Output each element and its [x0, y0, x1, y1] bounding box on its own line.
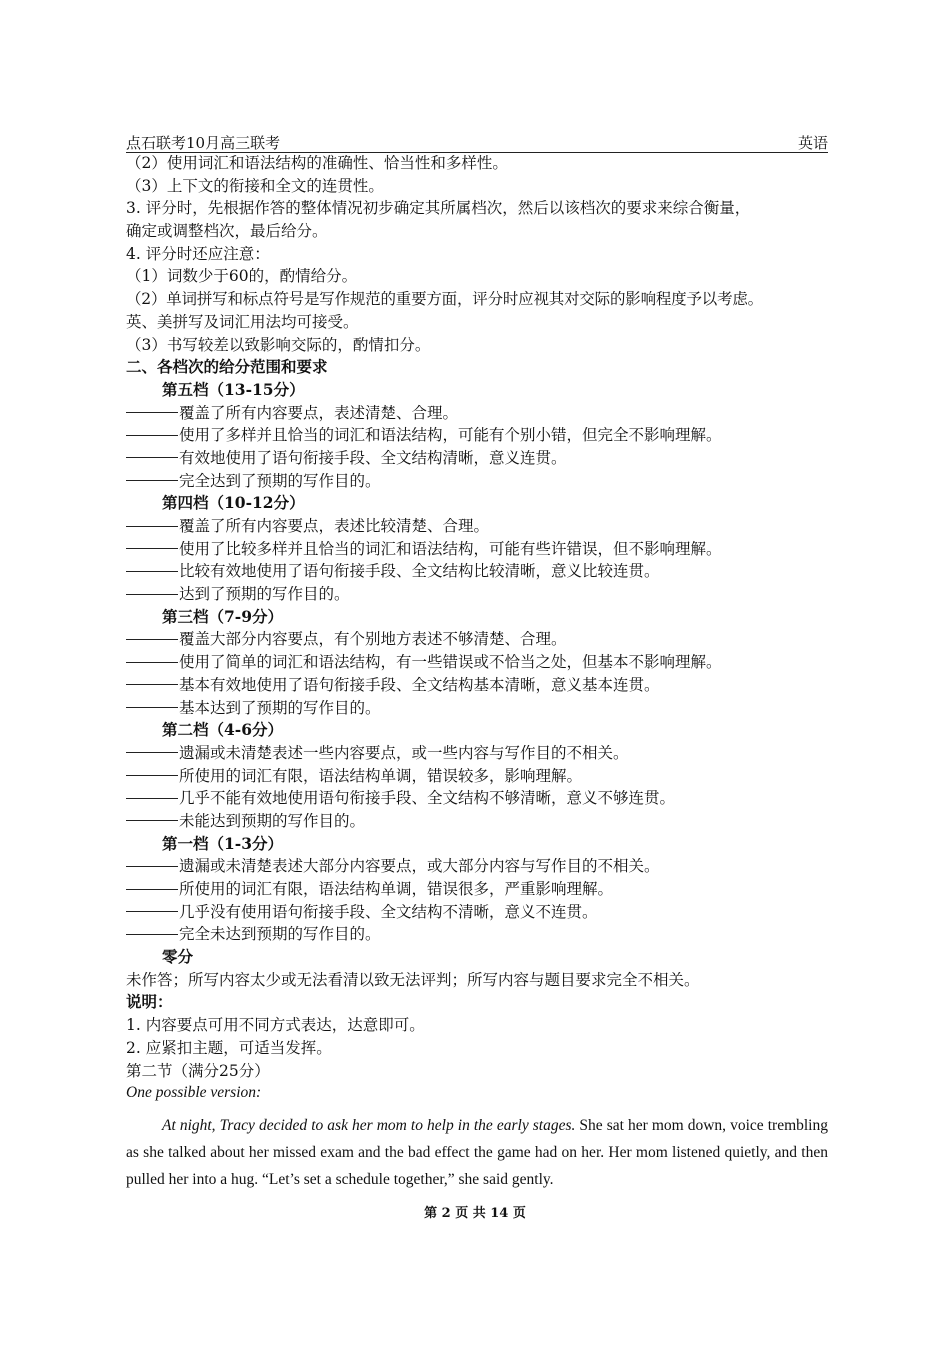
sample-essay	[126, 1112, 828, 1193]
essay-opening-sentence: At night, Tracy decided to ask her mom to help in the early stages.	[162, 1117, 576, 1134]
level-item: 几乎没有使用语句衔接手段、全文结构不清晰，意义不连贯。	[126, 901, 836, 924]
page-footer: 第 2 页 共 14 页	[424, 1206, 526, 1221]
guide-line: （3）上下文的衔接和全文的连贯性。	[126, 176, 384, 195]
dash-mark	[126, 571, 178, 572]
zero-title: 零分	[162, 947, 194, 967]
guide-line: （2）使用词汇和语法结构的准确性、恰当性和多样性。	[126, 154, 508, 172]
level-item: 基本有效地使用了语句衔接手段、全文结构基本清晰，意义基本连贯。	[126, 674, 836, 697]
level-item: 比较有效地使用了语句衔接手段、全文结构比较清晰，意义比较连贯。	[126, 560, 836, 583]
level-item: 所使用的词汇有限，语法结构单调，错误较多，影响理解。	[126, 765, 836, 788]
dash-mark	[126, 526, 178, 527]
dash-mark	[126, 775, 178, 776]
dash-mark	[126, 934, 178, 935]
dash-mark	[126, 594, 178, 595]
dash-mark	[126, 639, 178, 640]
dash-mark	[126, 707, 178, 708]
level-item: 完全未达到预期的写作目的。	[126, 923, 836, 946]
dash-mark	[126, 866, 178, 867]
guide-line: （1）词数少于60的，酌情给分。	[126, 267, 358, 286]
section-heading: 二、各档次的给分范围和要求	[126, 357, 328, 377]
guide-line: 确定或调整档次，最后给分。	[126, 222, 328, 241]
note-item: 2. 应紧扣主题，可适当发挥。	[126, 1038, 332, 1057]
level-item: 未能达到预期的写作目的。	[126, 810, 836, 833]
level-item: 遗漏或未清楚表述大部分内容要点，或大部分内容与写作目的不相关。	[126, 855, 836, 878]
level-item: 使用了简单的词汇和语法结构，有一些错误或不恰当之处，但基本不影响理解。	[126, 651, 836, 674]
level-item: 所使用的词汇有限，语法结构单调，错误很多，严重影响理解。	[126, 878, 836, 901]
dash-mark	[126, 662, 178, 663]
level-title: 第一档（1-3分）	[162, 833, 284, 853]
dash-mark	[126, 911, 178, 912]
page-header	[126, 132, 828, 153]
level-item: 遗漏或未清楚表述一些内容要点，或一些内容与写作目的不相关。	[126, 742, 836, 765]
level-item: 基本达到了预期的写作目的。	[126, 697, 836, 720]
level-title: 第三档（7-9分）	[162, 606, 284, 626]
scoring-guide	[126, 152, 836, 1105]
guide-line: 4. 评分时还应注意：	[126, 244, 270, 263]
dash-mark	[126, 798, 178, 799]
level-item: 有效地使用了语句衔接手段、全文结构清晰，意义连贯。	[126, 447, 836, 470]
note-item: 1. 内容要点可用不同方式表达，达意即可。	[126, 1016, 425, 1035]
level-title: 第二档（4-6分）	[162, 720, 284, 740]
essay-body-text: She sat her mom down, voice trembling as she talked about her missed exam and the bad effect the game had on her. Her mom listened quietly, and then pulled her into a hug. “Let’s set a schedule together,” she said gently.	[126, 1117, 828, 1188]
guide-line: （2）单词拼写和标点符号是写作规范的重要方面，评分时应视其对交际的影响程度予以考虑。	[126, 290, 763, 309]
dash-mark	[126, 752, 178, 753]
level-item: 几乎不能有效地使用语句衔接手段、全文结构不够清晰，意义不够连贯。	[126, 787, 836, 810]
zero-text: 未作答；所写内容太少或无法看清以致无法评判；所写内容与题目要求完全不相关。	[126, 970, 700, 989]
dash-mark	[126, 412, 178, 413]
level-item: 达到了预期的写作目的。	[126, 583, 836, 606]
guide-line: （3）书写较差以致影响交际的，酌情扣分。	[126, 335, 431, 354]
dash-mark	[126, 820, 178, 821]
level-item: 使用了多样并且恰当的词汇和语法结构，可能有个别小错，但完全不影响理解。	[126, 424, 836, 447]
level-title: 第五档（13-15分）	[162, 379, 305, 399]
level-item: 完全达到了预期的写作目的。	[126, 470, 836, 493]
guide-line: 3. 评分时，先根据作答的整体情况初步确定其所属档次，然后以该档次的要求来综合衡量，	[126, 199, 751, 218]
level-item: 覆盖了所有内容要点，表述清楚、合理。	[126, 402, 836, 425]
level-item: 使用了比较多样并且恰当的词汇和语法结构，可能有些许错误，但不影响理解。	[126, 538, 836, 561]
dash-mark	[126, 548, 178, 549]
dash-mark	[126, 889, 178, 890]
dash-mark	[126, 480, 178, 481]
version-label: One possible version:	[126, 1084, 262, 1102]
header-exam-name: 点石联考10月高三联考	[126, 134, 281, 152]
dash-mark	[126, 457, 178, 458]
notes-title: 说明：	[126, 992, 173, 1012]
guide-line: 英、美拼写及词汇用法均可接受。	[126, 312, 359, 331]
level-title: 第四档（10-12分）	[162, 493, 305, 513]
part2-title: 第二节（满分25分）	[126, 1061, 270, 1080]
dash-mark	[126, 435, 178, 436]
dash-mark	[126, 684, 178, 685]
header-subject: 英语	[797, 134, 828, 152]
level-item: 覆盖大部分内容要点，有个别地方表述不够清楚、合理。	[126, 628, 836, 651]
level-item: 覆盖了所有内容要点，表述比较清楚、合理。	[126, 515, 836, 538]
essay-paragraph	[126, 1112, 828, 1193]
